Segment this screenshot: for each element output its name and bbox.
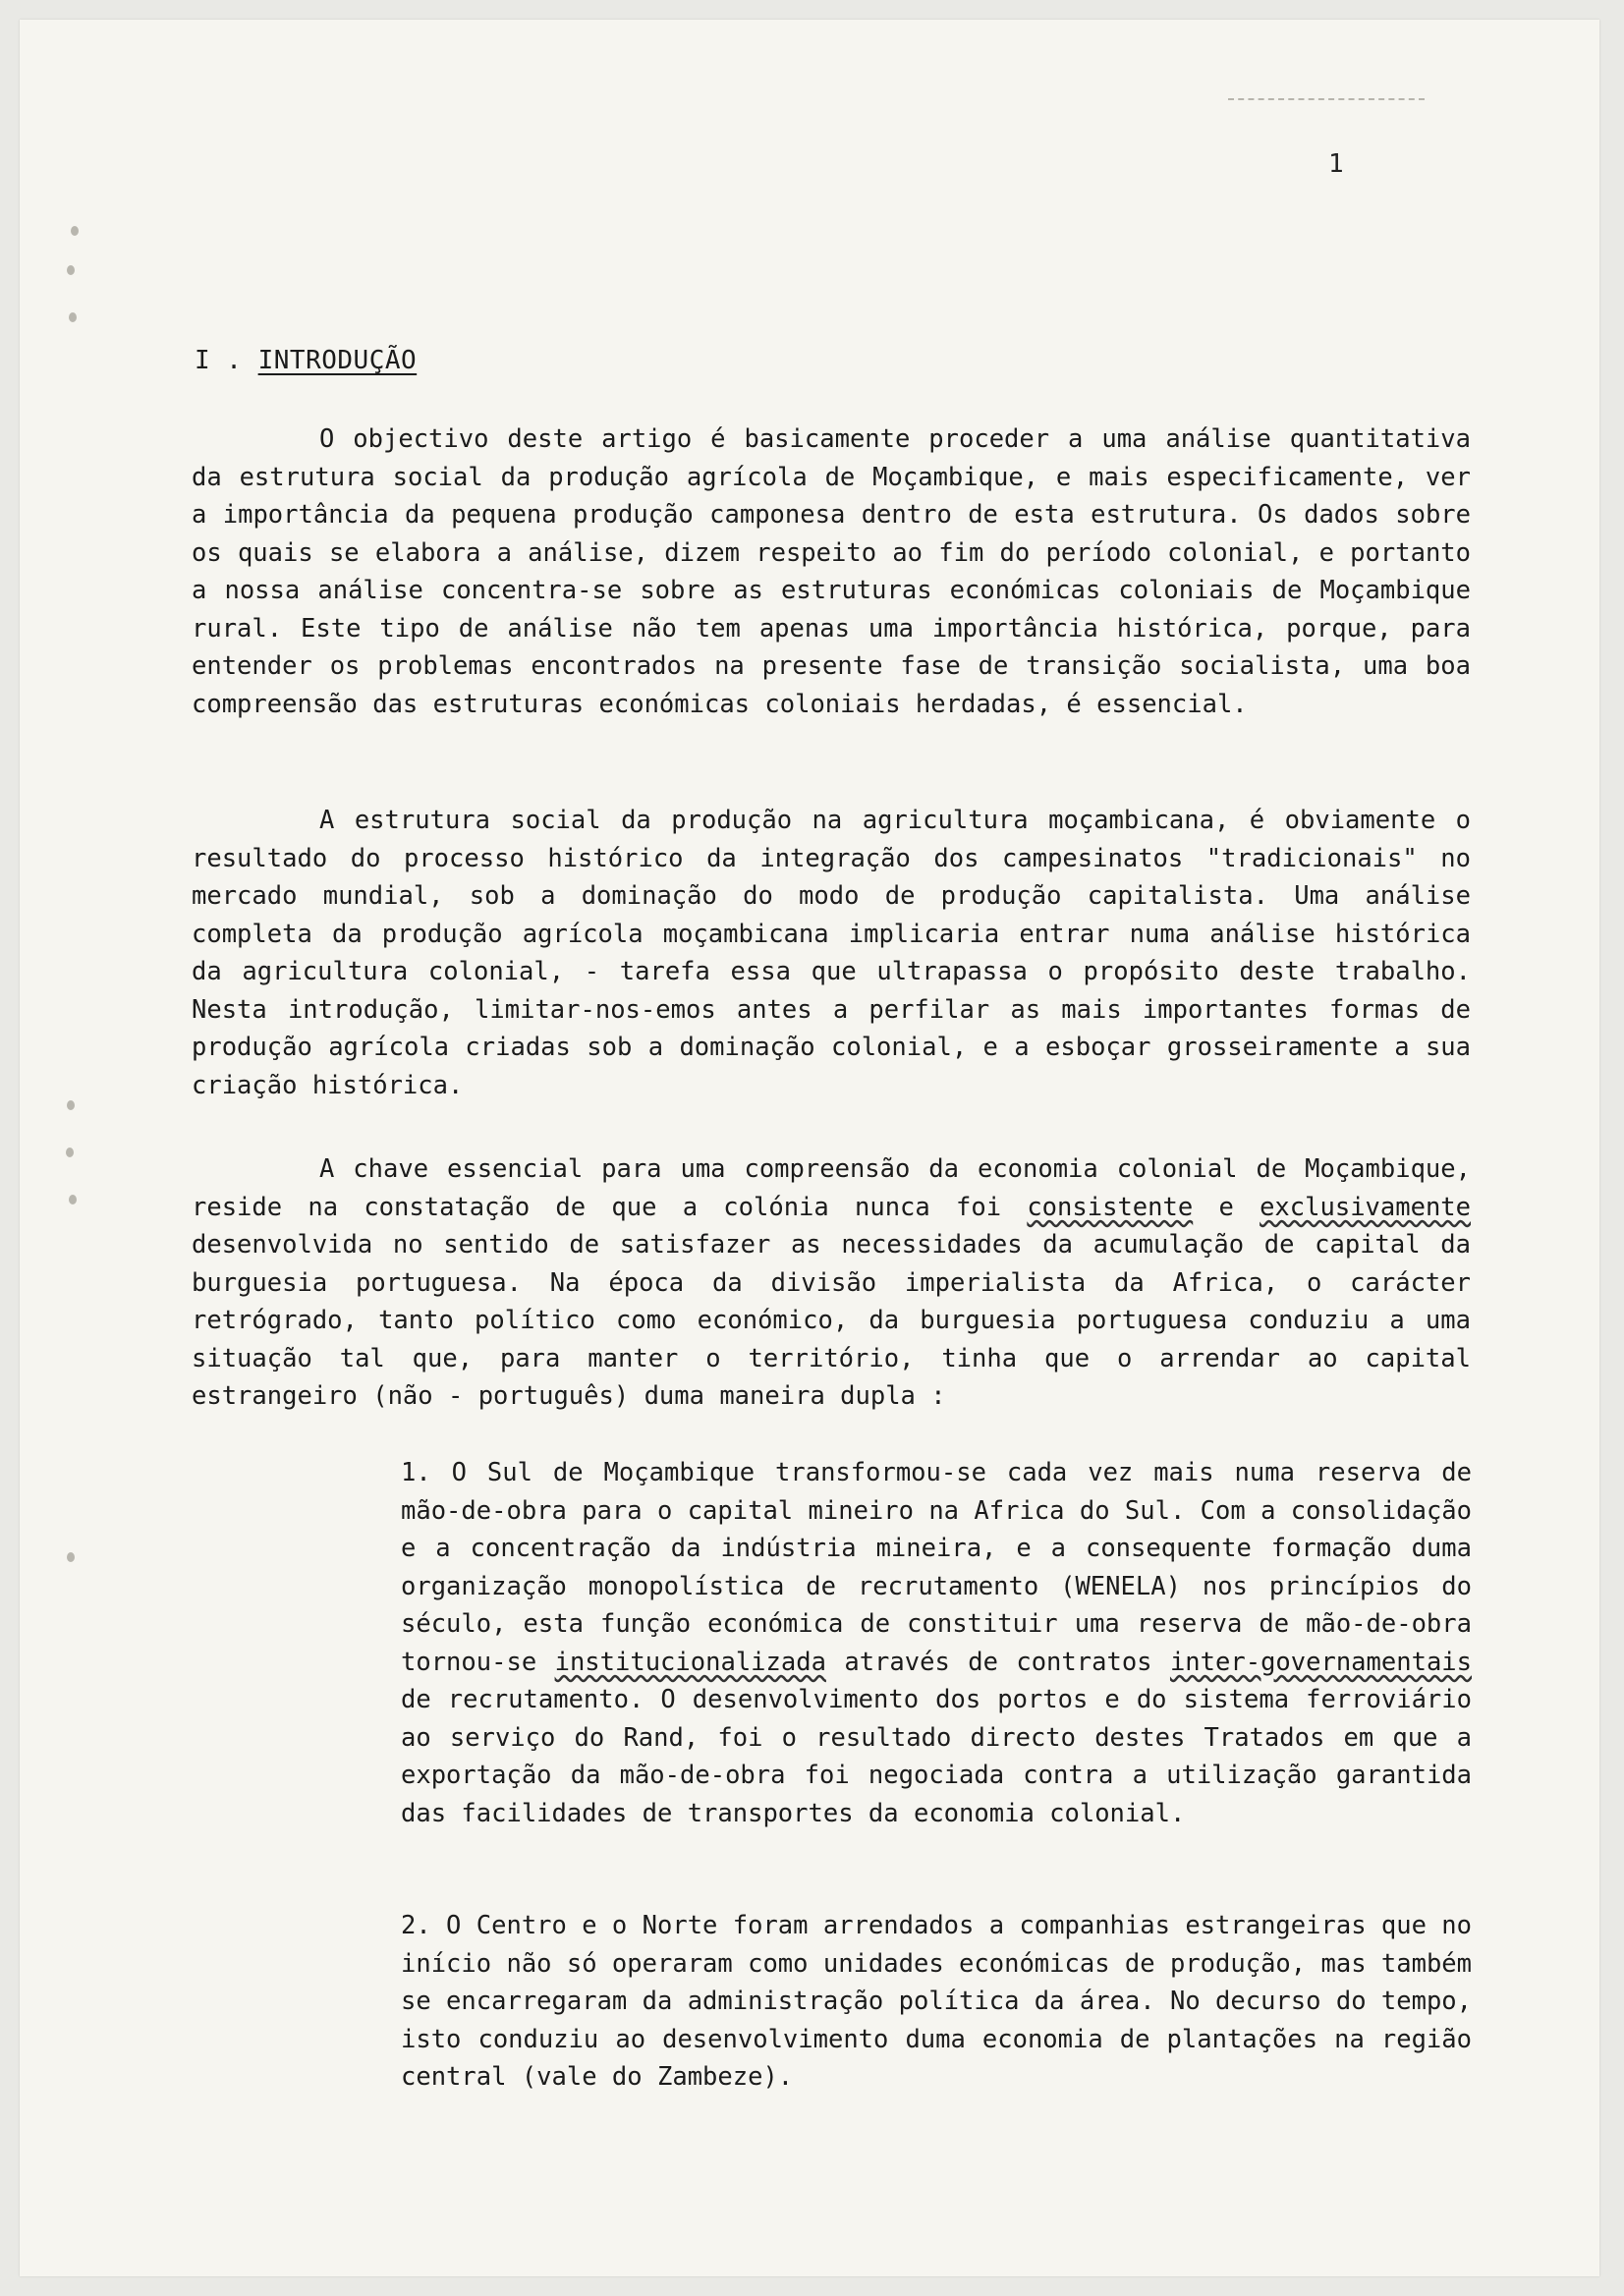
section-number: I . (195, 346, 258, 375)
list-item-1-part-a: 1. O Sul de Moçambique transformou-se cada vez mais numa reserva de mão-de-obra para o capital mineiro na Africa do Sul. Com a consolidação e a concentração da indústria mineira, e a consequente formação duma organização monopolística de recrutamento (WENELA) nos princípios do século, esta função económica de constituir uma reserva de mão-de-obra tornou-se (401, 1458, 1473, 1677)
section-title: INTRODUÇÃO (257, 346, 418, 375)
page-number: 1 (1328, 149, 1344, 179)
punch-hole-mark (69, 312, 77, 322)
paragraph-2-text: A estrutura social da produção na agricultura moçambicana, é obviamente o resultado do processo histórico da integração dos campesinatos "tradicionais" no mercado mundial, sob a dominação do modo de produção capitalista. Uma análise completa da produção agrícola moçambicana implicaria entrar numa análise histórica da agricultura colonial, - tarefa essa que ultrapassa o propósito deste trabalho. Nesta introdução, limitar-nos-emos antes a perfilar as mais importantes formas de produção agrícola criadas sob a dominação colonial, e a esboçar grosseiramente a sua criação histórica. (192, 806, 1471, 1100)
paragraph-1-text: O objectivo deste artigo é basicamente proceder a uma análise quantitativa da estrutura social da produção agrícola de Moçambique, e mais especificamente, ver a importância da pequena produção camponesa dentro de esta estrutura. Os dados sobre os quais se elabora a análise, dizem respeito ao fim do período colonial, e portanto a nossa análise concentra-se sobre as estruturas económicas coloniais de Moçambique rural. Este tipo de análise não tem apenas uma importância histórica, porque, para entender os problemas encontrados na presente fase de transição socialista, uma boa compreensão das estruturas económicas coloniais herdadas, é essencial. (192, 424, 1471, 719)
pencil-mark (1228, 98, 1425, 102)
punch-hole-mark (67, 1100, 75, 1110)
paragraph-2 (192, 802, 1471, 1104)
list-item-2 (401, 1907, 1472, 2097)
paragraph-3-part-c: desenvolvida no sentido de satisfazer as necessidades da acumulação de capital da burguesia portuguesa. Na época da divisão imperialista da Africa, o carácter retrógrado, tanto político como económico, da burguesia portuguesa conduziu a uma situação tal que, para manter o território, tinha que o arrendar ao capital estrangeiro (não - português) duma maneira dupla : (192, 1230, 1471, 1411)
underlined-institucionalizada: institucionalizada (554, 1647, 826, 1677)
section-heading (195, 346, 417, 375)
list-item-1-part-b: através de contratos (825, 1647, 1170, 1677)
punch-hole-mark (69, 1195, 77, 1204)
paragraph-3-part-b: e (1193, 1192, 1260, 1222)
underlined-exclusivamente: exclusivamente (1260, 1192, 1472, 1222)
underlined-inter-governamentais: inter-governamentais (1169, 1647, 1472, 1677)
punch-hole-mark (71, 226, 79, 236)
punch-hole-mark (67, 265, 75, 275)
punch-hole-mark (66, 1148, 74, 1157)
paragraph-3-part-a: A chave essencial para uma compreensão da economia colonial de Moçambique, reside na constatação de que a colónia nunca foi (192, 1154, 1471, 1222)
paragraph-3 (192, 1150, 1471, 1416)
paragraph-1 (192, 420, 1471, 723)
punch-hole-mark (67, 1552, 75, 1562)
list-item-1 (401, 1454, 1472, 1832)
list-item-2-text: 2. O Centro e o Norte foram arrendados a companhias estrangeiras que no início não só operaram como unidades económicas de produção, mas também se encarregaram da administração política da área. No decurso do tempo, isto conduziu ao desenvolvimento duma economia de plantações na região central (vale do Zambeze). (401, 1911, 1473, 2092)
paragraph-3-text (192, 1150, 1471, 1416)
list-item-1-part-c: de recrutamento. O desenvolvimento dos portos e do sistema ferroviário ao serviço do Rand, foi o resultado directo destes Tratados em que a exportação da mão-de-obra foi negociada contra a utilização garantida das facilidades de transportes da economia colonial. (401, 1685, 1472, 1828)
underlined-consistente: consistente (1027, 1192, 1194, 1222)
